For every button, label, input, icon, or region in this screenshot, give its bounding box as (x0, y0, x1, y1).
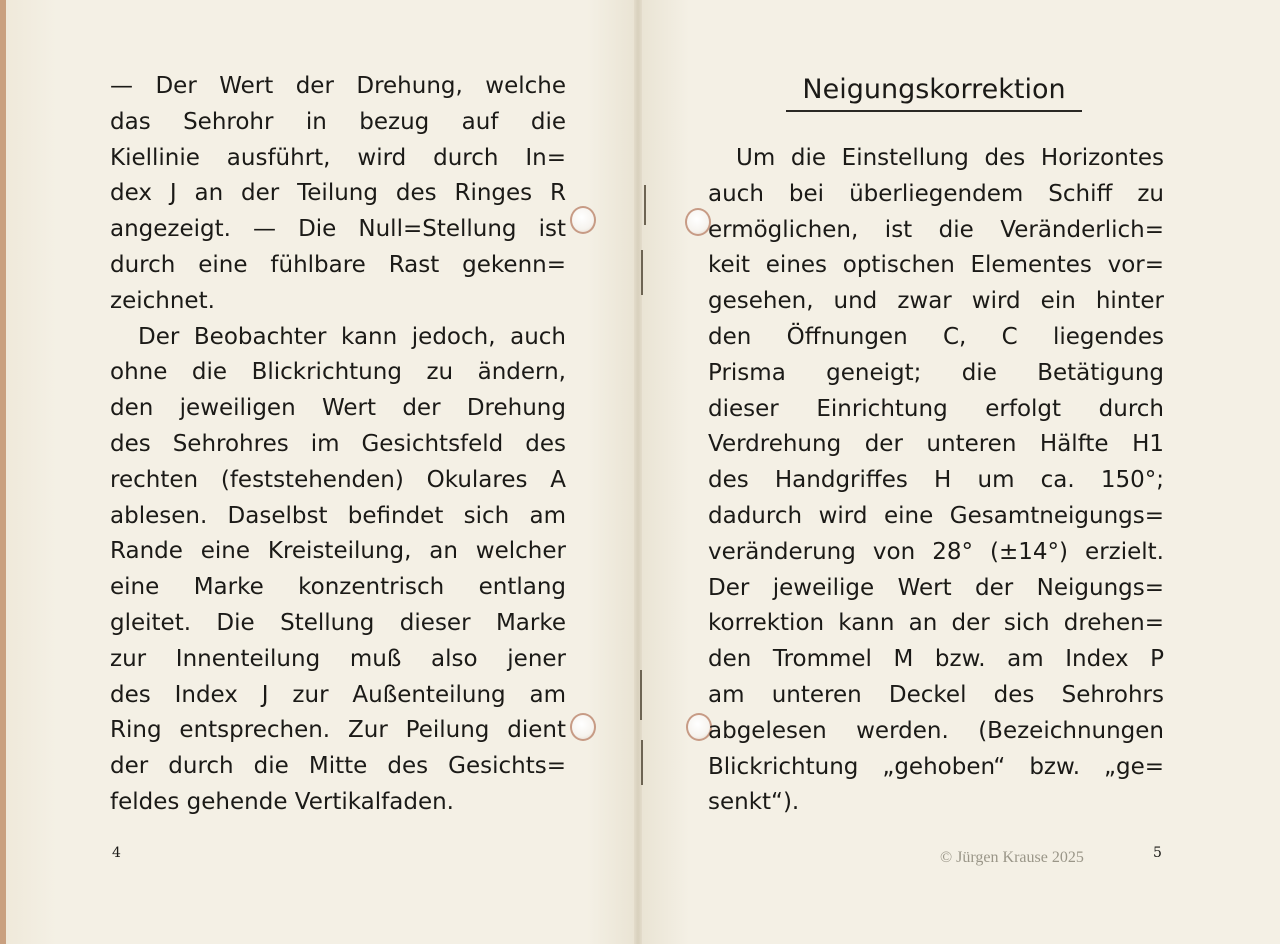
text-line: auch bei überliegendem Schiff zu (708, 180, 1164, 207)
binding-thread (640, 670, 642, 720)
text-line: dex J an der Teilung des Ringes R (110, 180, 566, 207)
text-line: abgelesen werden. (Bezeichnungen (708, 717, 1164, 744)
text-line: dadurch wird eine Gesamtneigungs= (708, 502, 1164, 529)
text-line: senkt“). (708, 789, 800, 816)
left-page-text (110, 69, 566, 821)
text-line: das Sehrohr in bezug auf die (110, 108, 566, 135)
text-line: ablesen. Daselbst befindet sich am (110, 502, 566, 529)
text-line: Prisma geneigt; die Betätigung (708, 359, 1164, 386)
text-line: durch eine fühlbare Rast gekenn= (110, 251, 566, 278)
text-line: Rande eine Kreisteilung, an welcher (110, 538, 566, 565)
text-line: eine Marke konzentrisch entlang (110, 574, 566, 601)
book-gutter (634, 0, 642, 944)
text-line: gesehen, und zwar wird ein hinter (708, 288, 1164, 315)
text-line: der durch die Mitte des Gesichts= (110, 753, 566, 780)
text-line: den jeweiligen Wert der Drehung (110, 395, 566, 422)
text-line: dieser Einrichtung erfolgt durch (708, 395, 1164, 422)
text-line: am unteren Deckel des Sehrohrs (708, 681, 1164, 708)
text-line: des Index J zur Außenteilung am (110, 681, 566, 708)
page-number-right: 5 (1153, 845, 1162, 861)
binding-thread (644, 185, 646, 225)
text-line: Um die Einstellung des Horizontes (736, 145, 1164, 171)
text-line: Kiellinie ausführt, wird durch In= (110, 144, 566, 171)
text-line: rechten (feststehenden) Okulares A (110, 466, 566, 493)
binding-thread (641, 250, 643, 295)
text-line: angezeigt. — Die Null=Stellung ist (110, 216, 566, 243)
text-line: ermöglichen, ist die Veränderlich= (708, 216, 1164, 243)
text-line: feldes gehende Vertikalfaden. (110, 788, 454, 815)
text-line: Verdrehung der unteren Hälfte H1 (708, 431, 1164, 458)
punch-hole (570, 713, 596, 741)
text-line: den Trommel M bzw. am Index P (708, 646, 1164, 673)
text-line: Der jeweilige Wert der Neigungs= (708, 574, 1164, 601)
text-line: zur Innenteilung muß also jener (110, 645, 566, 672)
text-line: — Der Wert der Drehung, welche (110, 73, 566, 99)
text-line: zeichnet. (110, 287, 215, 314)
page-number-left: 4 (112, 845, 121, 861)
right-page-text (708, 141, 1164, 821)
text-line: Ring entsprechen. Zur Peilung dient (110, 717, 566, 744)
punch-hole (570, 206, 596, 234)
text-line: Blickrichtung „gehoben“ bzw. „ge= (708, 753, 1164, 780)
text-line: des Sehrohres im Gesichtsfeld des (110, 430, 566, 457)
section-heading: Neigungskorrektion (786, 70, 1082, 112)
text-line: keit eines optischen Elementes vor= (708, 252, 1164, 279)
text-line: veränderung von 28° (±14°) erzielt. (708, 538, 1164, 565)
binding-thread (641, 740, 643, 785)
copyright-watermark: © Jürgen Krause 2025 (940, 849, 1084, 866)
text-line: gleitet. Die Stellung dieser Marke (110, 609, 566, 636)
text-line: korrektion kann an der sich drehen= (708, 610, 1164, 637)
text-line: den Öffnungen C, C liegendes (708, 323, 1164, 350)
text-line: ohne die Blickrichtung zu ändern, (110, 359, 566, 386)
text-line: Der Beobachter kann jedoch, auch (138, 323, 566, 350)
text-line: des Handgriffes H um ca. 150°; (708, 467, 1164, 494)
